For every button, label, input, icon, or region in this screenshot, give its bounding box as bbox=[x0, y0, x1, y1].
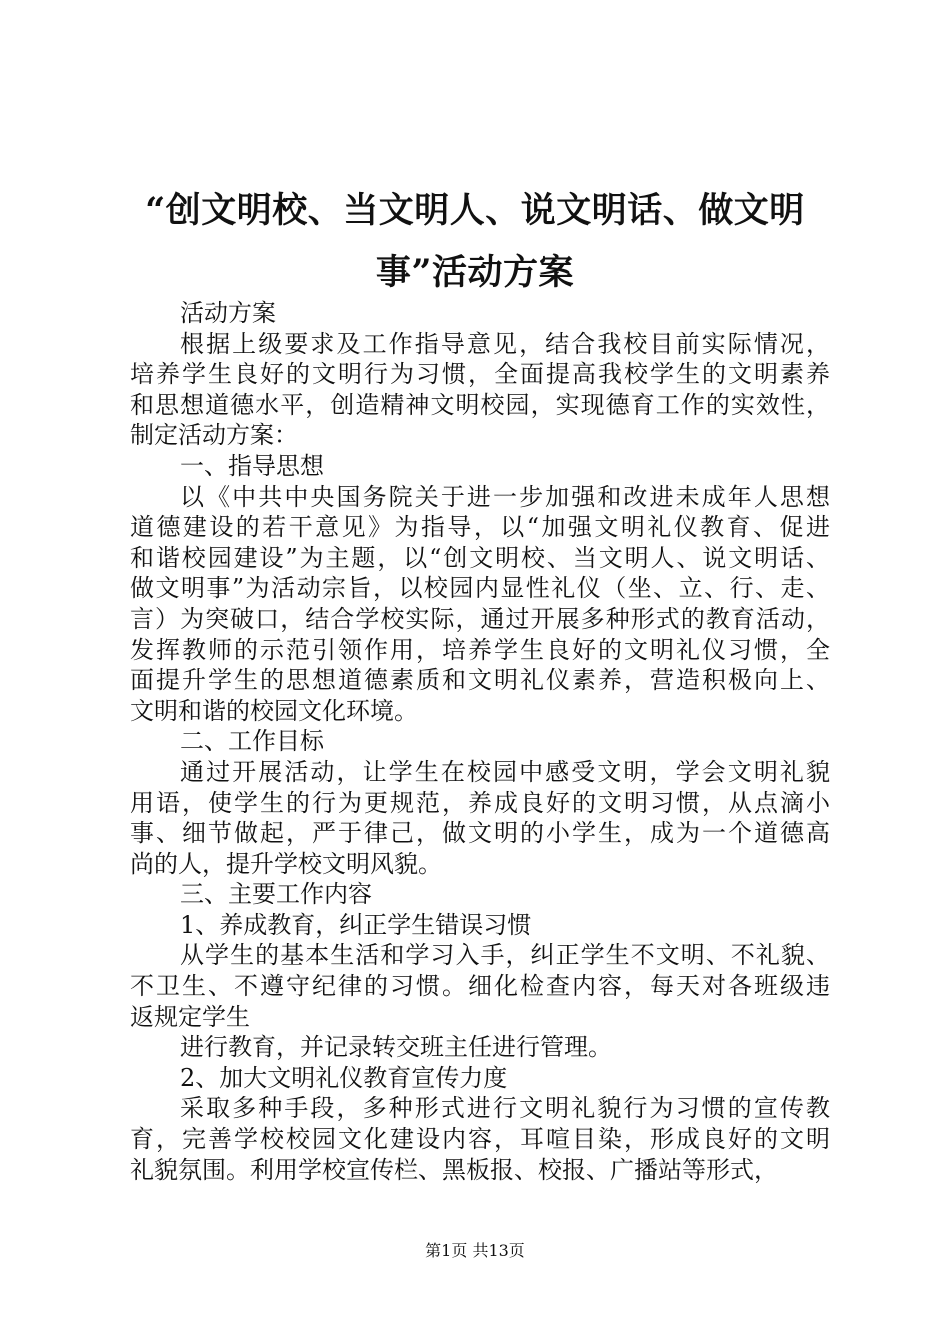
paragraph-line: 文明和谐的校园文化环境。 bbox=[130, 696, 418, 725]
document-title bbox=[120, 180, 830, 304]
paragraph-line: 用语，使学生的行为更规范，养成良好的文明习惯，从点滴小 bbox=[130, 788, 830, 817]
paragraph-line: 育，完善学校校园文化建设内容，耳喧目染，形成良好的文明 bbox=[130, 1125, 830, 1154]
paragraph-line: 返规定学生 bbox=[130, 1002, 250, 1031]
title-line-1: “创文明校、当文明人、说文明话、做文明 bbox=[145, 190, 805, 231]
paragraph-line: 制定活动方案： bbox=[130, 421, 298, 450]
page-footer: 第1页 共13页 bbox=[425, 1241, 525, 1260]
paragraph-line: 言）为突破口，结合学校实际，通过开展多种形式的教育活动， bbox=[130, 604, 830, 633]
paragraph-line: 通过开展活动，让学生在校园中感受文明，学会文明礼貌 bbox=[180, 757, 830, 786]
paragraph-line: 一、指导思想 bbox=[180, 451, 324, 480]
paragraph-line: 进行教育，并记录转交班主任进行管理。 bbox=[180, 1033, 612, 1062]
paragraph-line: 不卫生、不遵守纪律的习惯。细化检查内容，每天对各班级违 bbox=[130, 972, 830, 1001]
paragraph-line: 根据上级要求及工作指导意见，结合我校目前实际情况， bbox=[180, 329, 830, 358]
paragraph-line: 以《中共中央国务院关于进一步加强和改进未成年人思想 bbox=[180, 482, 830, 511]
paragraph-line: 1、养成教育，纠正学生错误习惯 bbox=[180, 910, 532, 939]
paragraph-line: 和思想道德水平，创造精神文明校园，实现德育工作的实效性， bbox=[130, 390, 830, 419]
paragraph-line: 三、主要工作内容 bbox=[180, 880, 372, 909]
document-body bbox=[130, 298, 830, 1185]
paragraph-line: 尚的人，提升学校文明风貌。 bbox=[130, 849, 442, 878]
paragraph-line: 2、加大文明礼仪教育宣传力度 bbox=[180, 1063, 508, 1092]
paragraph-line: 道德建设的若干意见》为指导，以“加强文明礼仪教育、促进 bbox=[130, 513, 830, 542]
paragraph-line: 做文明事”为活动宗旨，以校园内显性礼仪（坐、立、行、走、 bbox=[130, 574, 830, 603]
paragraph-line: 采取多种手段，多种形式进行文明礼貌行为习惯的宣传教 bbox=[180, 1094, 830, 1123]
title-line-2: 事”活动方案 bbox=[375, 252, 575, 293]
paragraph-line: 面提升学生的思想道德素质和文明礼仪素养，营造积极向上、 bbox=[130, 666, 830, 695]
paragraph-line: 发挥教师的示范引领作用，培养学生良好的文明礼仪习惯，全 bbox=[130, 635, 830, 664]
paragraph-line: 二、工作目标 bbox=[180, 727, 324, 756]
paragraph-line: 从学生的基本生活和学习入手，纠正学生不文明、不礼貌、 bbox=[180, 941, 830, 970]
paragraph-line: 活动方案 bbox=[180, 299, 276, 327]
paragraph-line: 和谐校园建设”为主题，以“创文明校、当文明人、说文明话、 bbox=[130, 543, 830, 572]
paragraph-line: 礼貌氛围。利用学校宣传栏、黑板报、校报、广播站等形式， bbox=[130, 1155, 778, 1184]
paragraph-line: 事、细节做起，严于律己，做文明的小学生，成为一个道德高 bbox=[130, 819, 830, 848]
paragraph-line: 培养学生良好的文明行为习惯，全面提高我校学生的文明素养 bbox=[130, 360, 830, 389]
